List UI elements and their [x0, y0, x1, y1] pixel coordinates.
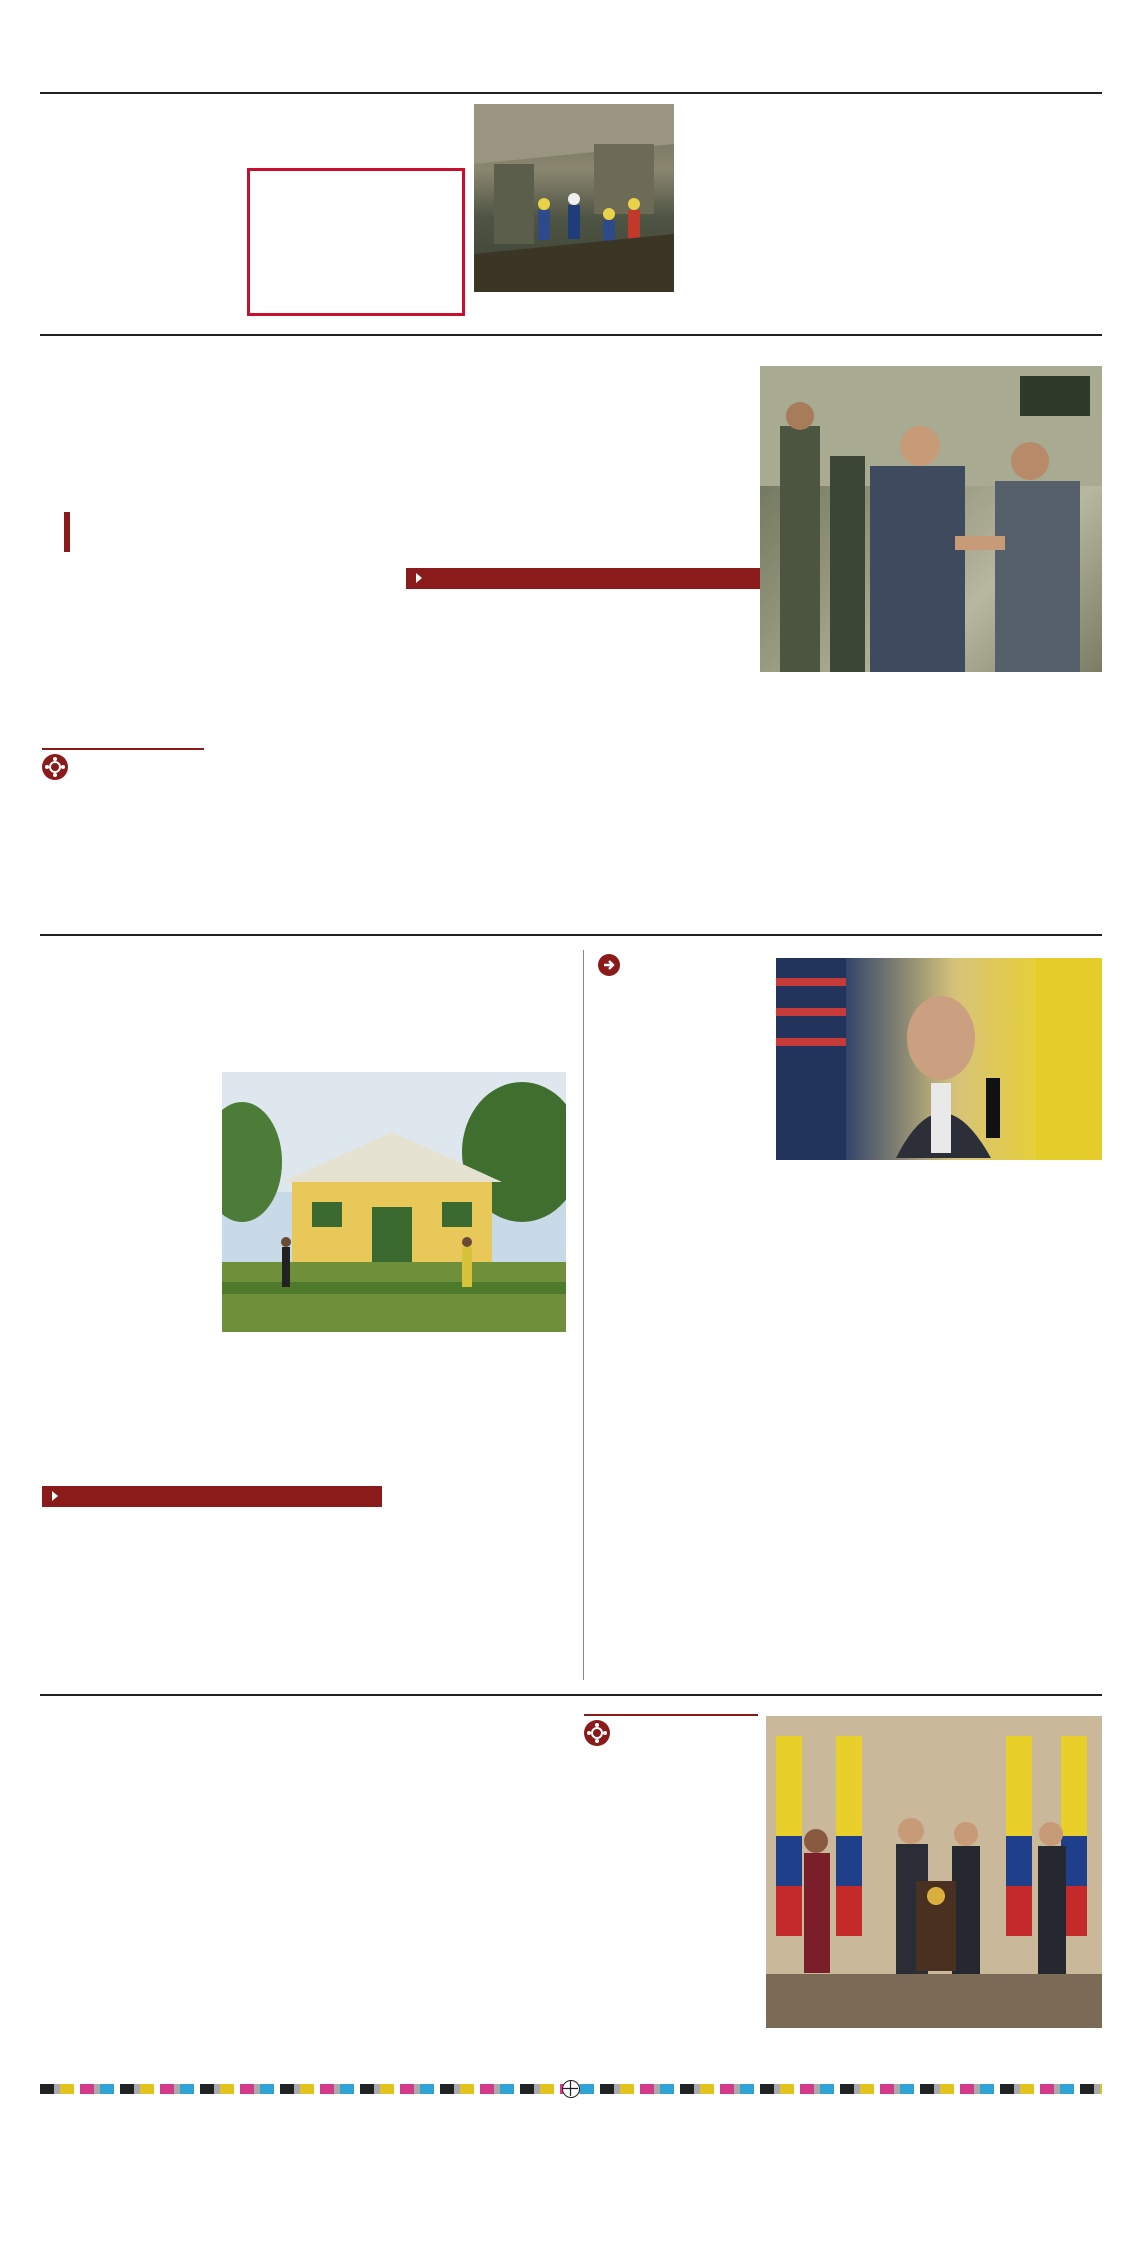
- dato-icon: [42, 754, 68, 780]
- story-column: [406, 842, 586, 843]
- mine-scene-illustration: [474, 104, 674, 292]
- church-town-photo: [222, 1072, 566, 1332]
- story-column: [598, 1310, 842, 1311]
- summary-marker: [64, 512, 70, 552]
- church-scene-illustration: [222, 1072, 566, 1332]
- pullquote-arrow-icon: [598, 954, 620, 976]
- sidebar-title-marker: [52, 1491, 58, 1501]
- sidebar-title-marker: [416, 573, 422, 583]
- story-column: [944, 722, 1102, 723]
- registration-mark-icon: [562, 2080, 580, 2098]
- column-divider: [583, 950, 584, 1680]
- story-column: [42, 562, 202, 563]
- masthead-rule: [40, 92, 1102, 94]
- dato-icon: [584, 1720, 610, 1746]
- whitaker-photo: [776, 958, 1102, 1160]
- briefs-bottom-rule: [40, 334, 1102, 336]
- dato-box: [42, 748, 204, 788]
- podium-scene-illustration: [776, 958, 1102, 1160]
- story-column: [404, 1842, 572, 1843]
- section-rule: [40, 934, 1102, 936]
- story-column: [604, 842, 784, 843]
- story-column: [858, 1310, 1102, 1314]
- story-column: [214, 562, 394, 563]
- story-column: [42, 1072, 214, 1073]
- story-column: [584, 1898, 758, 1899]
- sidebar-title: [42, 1486, 382, 1507]
- story-column: [774, 722, 934, 723]
- story-column: [398, 1394, 566, 1395]
- santos-handshake-photo: [760, 366, 1102, 672]
- story-column: [222, 1394, 388, 1395]
- jep-announcement-photo: [766, 1716, 1102, 2028]
- mine-rescue-photo: [474, 104, 674, 292]
- handshake-scene-illustration: [760, 366, 1102, 672]
- story-column: [42, 1842, 214, 1843]
- flags-podium-illustration: [766, 1716, 1102, 2028]
- section-rule: [40, 1694, 1102, 1696]
- dato-box: [584, 1714, 758, 1754]
- story-column: [222, 1842, 392, 1843]
- sidebar-title: [406, 568, 788, 589]
- highlighted-brief-box: [247, 168, 465, 316]
